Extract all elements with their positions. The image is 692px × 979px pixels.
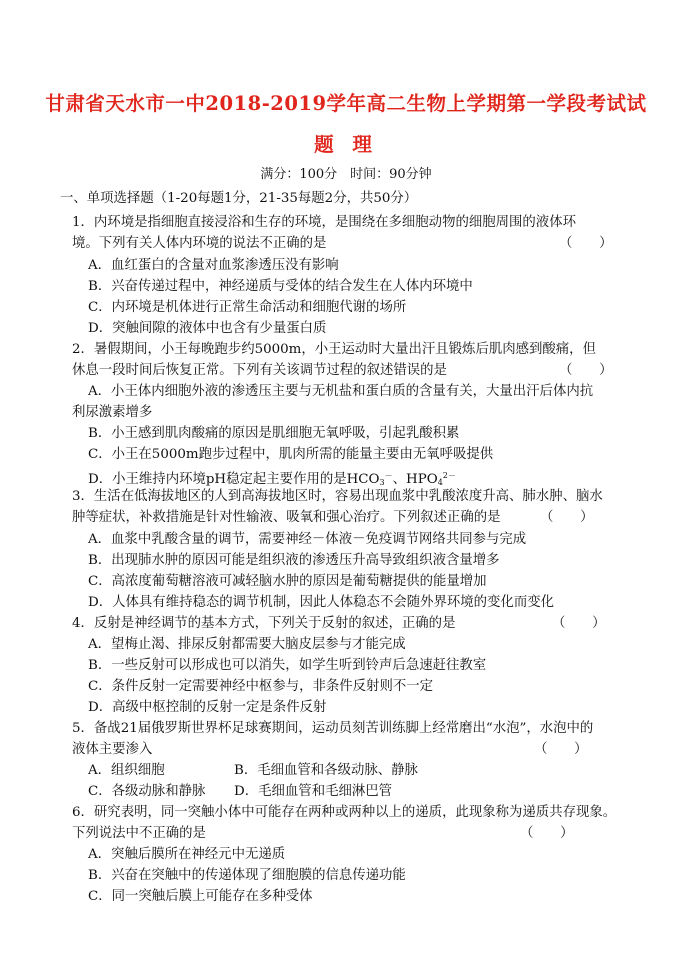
q2-stem-line1: 2．暑假期间，小王每晚跑步约5000m，小王运动时大量出汗且锻炼后肌肉感到酸痛，但: [72, 342, 596, 357]
q1-option-b: B．兴奋传递过程中，神经递质与受体的结合发生在人体内环境中: [88, 279, 473, 294]
q6-option-a: A．突触后膜所在神经元中无递质: [88, 847, 286, 862]
q2-option-a-line1: A．小王体内细胞外液的渗透压主要与无机盐和蛋白质的含量有关，大量出汗后体内抗: [88, 384, 594, 399]
q3-option-a: A．血浆中乳酸含量的调节，需要神经－体液－免疫调节网络共同参与完成: [88, 532, 527, 547]
q2-stem-line2: 休息一段时间后恢复正常。下列有关该调节过程的叙述错误的是: [72, 363, 447, 378]
q2-option-a-line2: 利尿激素增多: [72, 405, 153, 420]
q2-option-d-sup2: 2－: [442, 471, 456, 480]
q1-stem-line1: 1．内环境是指细胞直接浸浴和生存的环境，是围绕在多细胞动物的细胞周围的液体环: [72, 215, 576, 230]
q2-option-d-text: D．小王维持内环境pH稳定起主要作用的是HCO: [88, 472, 380, 487]
q1-answer-blank: （ ）: [559, 236, 613, 251]
q1-stem-line2: 境。下列有关人体内环境的说法不正确的是: [72, 236, 327, 251]
q3-stem-line2: 肿等症状，补救措施是针对性输液、吸氧和强心治疗。下列叙述正确的是: [72, 510, 501, 525]
q2-option-b: B．小王感到肌肉酸痛的原因是肌细胞无氧呼吸，引起乳酸积累: [88, 426, 460, 441]
q2-option-d-sup1: －: [384, 471, 393, 480]
q4-stem-line1: 4．反射是神经调节的基本方式，下列关于反射的叙述，正确的是: [72, 616, 456, 631]
q5-stem-line1: 5．备战21届俄罗斯世界杯足球赛期间，运动员刻苦训练脚上经常磨出“水泡”，水泡中的: [72, 721, 594, 736]
q5-option-b: B．毛细血管和各级动脉、静脉: [234, 763, 418, 778]
q4-option-a: A．望梅止渴、排尿反射都需要大脑皮层参与才能完成: [88, 637, 406, 652]
q4-option-b: B．一些反射可以形成也可以消失，如学生听到铃声后急速赶往教室: [88, 658, 487, 673]
score-time-info: 满分：100分 时间：90分钟: [260, 167, 432, 182]
q5-option-a: A．组织细胞: [88, 763, 165, 778]
q4-option-c: C．条件反射一定需要神经中枢参与，非条件反射则不一定: [88, 679, 434, 694]
q6-stem-line1: 6．研究表明，同一突触小体中可能存在两种或两种以上的递质，此现象称为递质共存现象。: [72, 805, 617, 820]
q3-option-d: D．人体具有维持稳态的调节机制，因此人体稳态不会随外界环境的变化而变化: [88, 595, 555, 610]
q2-answer-blank: （ ）: [559, 363, 613, 378]
q2-option-d-mid: 、HPO: [392, 472, 438, 487]
q2-option-d-sub2: 4: [437, 478, 443, 487]
exam-title-line2: 题 理: [314, 133, 378, 156]
exam-title-line1: 甘肃省天水市一中2018-2019学年高二生物上学期第一学段考试试: [45, 92, 647, 115]
q3-answer-blank: （ ）: [540, 510, 594, 525]
q1-option-d: D．突触间隙的液体中也含有少量蛋白质: [88, 321, 327, 336]
q4-option-d: D．高级中枢控制的反射一定是条件反射: [88, 700, 327, 715]
q6-stem-line2: 下列说法中不正确的是: [72, 826, 206, 841]
q6-option-c: C．同一突触后膜上可能存在多种受体: [88, 889, 313, 904]
section-heading: 一、单项选择题（1-20每题1分，21-35每题2分，共50分）: [60, 191, 418, 206]
q6-answer-blank: （ ）: [520, 826, 574, 841]
q2-option-c: C．小王在5000m跑步过程中，肌肉所需的能量主要由无氧呼吸提供: [88, 447, 494, 462]
q2-option-d-sub1: 3: [379, 478, 385, 487]
q5-option-d: D．毛细血管和毛细淋巴管: [234, 784, 393, 799]
q5-stem-line2: 液体主要渗入: [72, 742, 153, 757]
q5-answer-blank: （ ）: [534, 742, 588, 757]
q4-answer-blank: （ ）: [552, 616, 606, 631]
q3-stem-line1: 3．生活在低海拔地区的人到高海拔地区时，容易出现血浆中乳酸浓度升高、肺水肿、脑水: [72, 489, 603, 504]
q3-option-c: C．高浓度葡萄糖溶液可减轻脑水肿的原因是葡萄糖提供的能量增加: [88, 574, 487, 589]
q1-option-c: C．内环境是机体进行正常生命活动和细胞代谢的场所: [88, 300, 407, 315]
q1-option-a: A．血红蛋白的含量对血浆渗透压没有影响: [88, 258, 339, 273]
q5-option-c: C．各级动脉和静脉: [88, 784, 206, 799]
q6-option-b: B．兴奋在突触中的传递体现了细胞膜的信息传递功能: [88, 868, 406, 883]
q3-option-b: B．出现肺水肿的原因可能是组织液的渗透压升高导致组织液含量增多: [88, 553, 500, 568]
